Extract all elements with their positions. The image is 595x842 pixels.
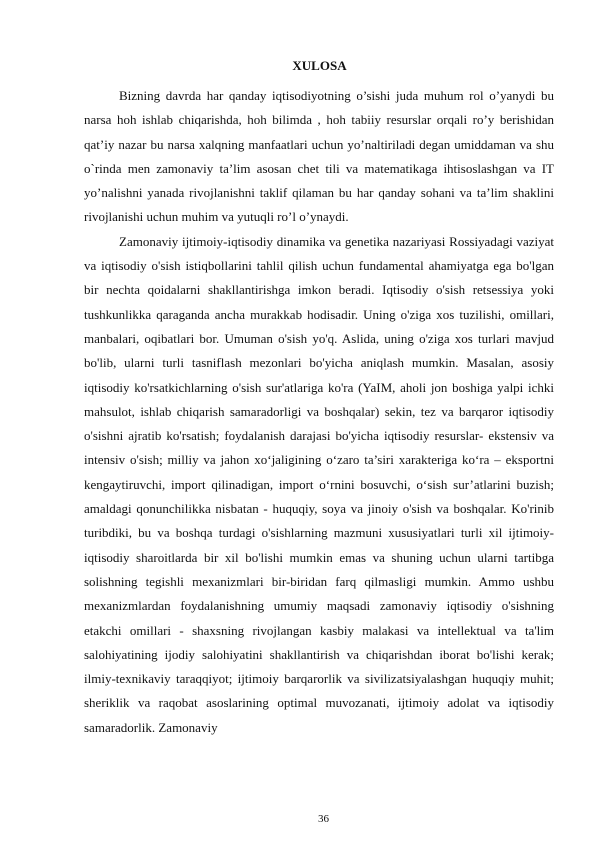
page-number: 36 bbox=[318, 813, 329, 825]
section-title: XULOSA bbox=[292, 58, 347, 73]
paragraph-main: Zamonaviy ijtimoiy-iqtisodiy dinamika va genetika nazariyasi Rossiyadagi vaziyat va iqtisodiy o'sish istiqbollarini tahlil qilish uchun fundamental ahamiyatga ega bo'lgan bir nechta qoidalarni shakllantirishga imkon beradi. Iqtisodiy o'sish retsessiya yoki tushkunlikka qaraganda ancha murakkab hodisadir. Uning o'ziga xos tuzilishi, omillari, manbalari, oqibatlari bor. Umuman o'sish yo'q. Aslida, uning o'ziga xos turlari mavjud bo'lib, ularni turli tasniflash mezonlari bo'yicha aniqlash mumkin. Masalan, asosiy iqtisodiy ko'rsatkichlarning o'sish sur'atlariga ko'ra (YaIM, aholi jon boshiga yalpi ichki mahsulot, ishlab chiqarish samaradorligi va boshqalar) sekin, tez va barqaror iqtisodiy o'sishni ajratib ko'rsatish; foydalanish darajasi bo'yicha iqtisodiy resurslar- ekstensiv va intensiv o'sish; milliy va jahon xo‘jaligining o‘zaro ta’siri xarakteriga ko‘ra – eksportni kengaytiruvchi, import qilinadigan, import o‘rnini bosuvchi, o‘sish sur’atlarini buzish; amaldagi qonunchilikka nisbatan - huquqiy, soya va jinoiy o'sish va boshqalar. Ko'rinib turibdiki, bu va boshqa turdagi o'sishlarning mazmuni xususiyatlari turli xil ijtimoiy-iqtisodiy sharoitlarda bir xil bo'lishi mumkin emas va shuning uchun ularni tartibga solishning tegishli mexanizmlari bir-biridan farq qilmasligi mumkin. Ammo ushbu mexanizmlardan foydalanishning umumiy maqsadi zamonaviy iqtisodiy o'sishning etakchi omillari - shaxsning rivojlangan kasbiy malakasi va intellektual va ta'lim salohiyatining ijodiy salohiyatini shakllantirish va chiqarishdan iborat bo'lishi kerak; ilmiy-texnikaviy taraqqiyot; ijtimoiy barqarorlik va sivilizatsiyalashgan huquqiy muhit; sheriklik va raqobat asoslarining optimal muvozanati, ijtimoiy adolat va iqtisodiy samaradorlik. Zamonaviy bbox=[84, 233, 554, 735]
body-text bbox=[84, 84, 554, 740]
paragraph-intro: Bizning davrda har qanday iqtisodiyotning o’sishi juda muhum rol o’yanydi bu narsa hoh ishlab chiqarishda, hoh bilimda , hoh tabiiy resurslar orqali ro’y berishidan qat’iy nazar bu narsa xalqning manfaatlari uchun yo’naltiriladi degan umiddaman va shu o`rinda men zamonaviy ta’lim asosan chet tili va matematikaga ihtisoslashgan va IT yo’nalishni yanada rivojlanishni taklif qilaman bu har qanday sohani va ta’lim shaklini rivojlanishi uchun muhim va yutuqli ro’l o’ynaydi. bbox=[84, 88, 554, 225]
